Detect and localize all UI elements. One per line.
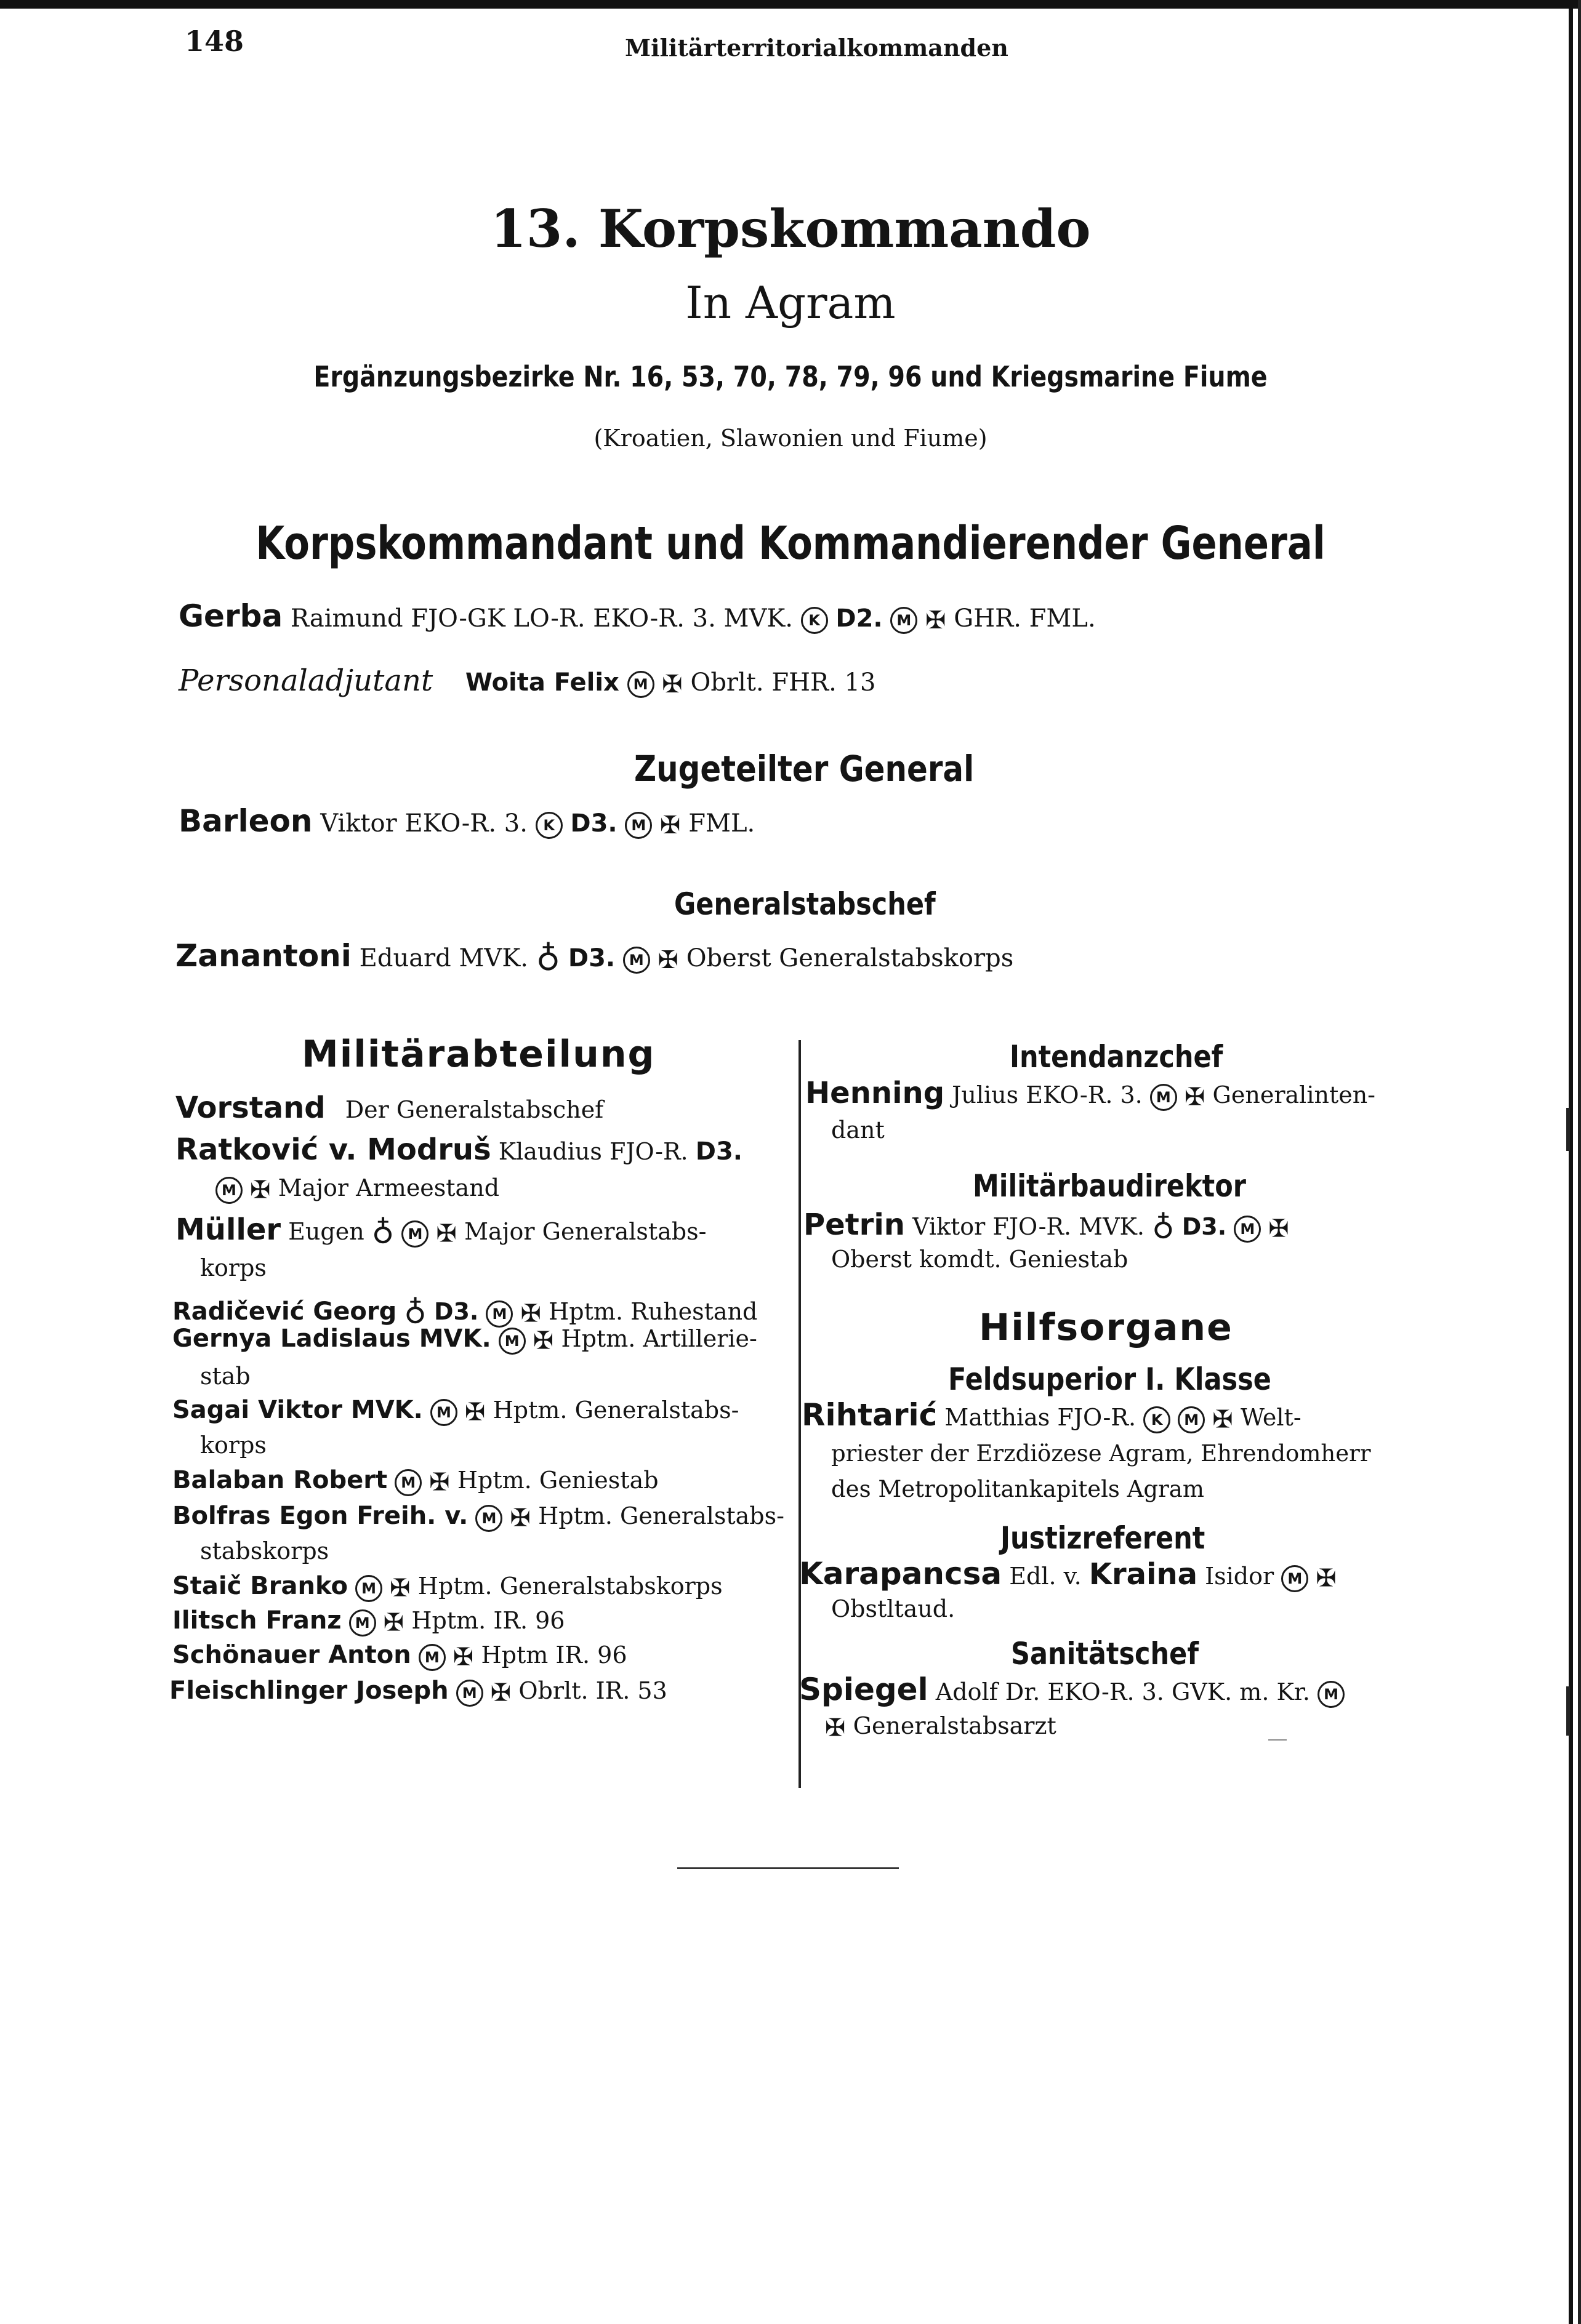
section-heading-intendanz: Intendanzchef <box>1010 1039 1223 1075</box>
m-badge-icon: M <box>475 1505 502 1532</box>
m-badge-icon: M <box>1234 1216 1261 1243</box>
entry-details: Adolf Dr. EKO-R. 3. GVK. m. Kr. <box>935 1678 1310 1705</box>
list-item <box>172 1291 757 1328</box>
cross-icon: ✠ <box>429 1468 450 1497</box>
cross-icon: ✠ <box>520 1299 542 1328</box>
list-item-continuation: Oberst komdt. Geniestab <box>831 1246 1128 1273</box>
section-heading-commander: Korpskommandant und Kommandierender General <box>255 517 1326 570</box>
cross-icon: ✠ <box>1316 1564 1337 1593</box>
person-name: Radičević Georg <box>172 1297 397 1326</box>
entry-rank: Major Armeestand <box>278 1174 500 1201</box>
list-item-continuation: stab <box>200 1363 251 1390</box>
entry-rank: Obrlt. FHR. 13 <box>690 668 876 697</box>
page-title: 13. Korpskommando <box>490 198 1091 259</box>
adjutant-entry <box>179 663 875 699</box>
entry-details: Eugen <box>288 1218 364 1245</box>
m-badge-icon: M <box>456 1680 483 1707</box>
k-badge-icon: K <box>1143 1406 1170 1433</box>
entry-details: Eduard MVK. <box>359 944 528 972</box>
entry-details: Viktor FJO-R. MVK. <box>912 1213 1145 1240</box>
list-item-continuation: Obstltaud. <box>831 1595 955 1622</box>
entry-rank: Hptm. Generalstabskorps <box>417 1573 723 1600</box>
list-item <box>172 1324 757 1355</box>
cross-icon: ✠ <box>436 1219 457 1248</box>
entry-rank: Hptm. Generalstabs- <box>538 1502 784 1529</box>
entry-rank: Hptm. Generalstabs- <box>493 1396 739 1424</box>
person-name: Ratković v. Modruš <box>175 1132 491 1167</box>
list-item <box>802 1397 1301 1434</box>
m-badge-icon: M <box>1318 1681 1345 1708</box>
list-item-continuation: stabskorps <box>200 1537 329 1565</box>
entry-rank: Generalinten- <box>1212 1081 1376 1108</box>
list-item <box>799 1556 1337 1593</box>
m-badge-icon: M <box>890 607 917 634</box>
medal-icon: ♁ <box>404 1291 427 1327</box>
person-name: Müller <box>175 1212 281 1247</box>
person-name: Woita Felix <box>465 668 619 697</box>
list-item <box>172 1641 627 1672</box>
entry-value: Der Generalstabschef <box>345 1096 604 1123</box>
decoration-d: D3. <box>695 1137 742 1166</box>
entry-rank: FML. <box>688 809 755 838</box>
medal-icon: ♁ <box>1152 1206 1175 1242</box>
list-item <box>805 1076 1375 1112</box>
decoration-d: D3. <box>433 1298 479 1325</box>
cross-icon: ✠ <box>1184 1083 1205 1112</box>
cross-icon: ✠ <box>533 1326 554 1355</box>
m-badge-icon: M <box>499 1328 526 1355</box>
right-border-outer <box>1578 0 1581 2324</box>
entry-rank: Hptm. Artillerie- <box>561 1325 757 1352</box>
cross-icon: ✠ <box>1268 1214 1289 1243</box>
decoration-d: D3. <box>568 944 616 972</box>
list-item-continuation: des Metropolitankapitels Agram <box>831 1476 1204 1502</box>
cross-icon: ✠ <box>660 811 681 839</box>
person-name: Henning <box>805 1076 945 1110</box>
location-heading: In Agram <box>685 277 896 329</box>
entry-details: Viktor EKO-R. 3. <box>320 809 528 838</box>
list-item <box>169 1677 667 1707</box>
person-name: Karapancsa <box>799 1556 1002 1592</box>
decoration-d: D3. <box>1181 1213 1227 1240</box>
m-badge-icon: M <box>419 1644 446 1671</box>
decoration-d: D3. <box>570 809 618 838</box>
list-item <box>172 1466 659 1497</box>
m-badge-icon: M <box>623 947 650 974</box>
person-name: Zanantoni <box>175 938 352 974</box>
decorative-dash <box>1268 1739 1287 1741</box>
entry-rank: Hptm. Ruhestand <box>549 1298 758 1325</box>
section-heading-assigned-general: Zugeteilter General <box>634 748 975 790</box>
bottom-rule <box>677 1867 899 1869</box>
cross-icon: ✠ <box>390 1574 411 1603</box>
region-line: (Kroatien, Slawonien und Fiume) <box>593 425 988 452</box>
m-badge-icon: M <box>349 1609 376 1637</box>
list-item <box>175 1211 706 1248</box>
entry-label: Vorstand <box>175 1091 326 1125</box>
entry-rank: Hptm. Geniestab <box>457 1467 659 1494</box>
cross-icon: ✠ <box>465 1398 486 1427</box>
list-item <box>175 1091 603 1125</box>
m-badge-icon: M <box>625 812 652 839</box>
section-heading-justiz: Justizreferent <box>1000 1520 1205 1556</box>
cross-icon: ✠ <box>825 1713 846 1742</box>
right-border <box>1569 0 1573 2324</box>
person-name: Sagai Viktor MVK. <box>172 1396 423 1424</box>
entry-rank: Welt- <box>1240 1404 1301 1431</box>
cross-icon: ✠ <box>490 1678 512 1707</box>
margin-mark <box>1566 1108 1570 1151</box>
cross-icon: ✠ <box>658 946 679 974</box>
person-name: Ilitsch Franz <box>172 1606 342 1635</box>
person-name: Bolfras Egon Freih. v. <box>172 1502 469 1530</box>
person-surname: Kraina <box>1088 1557 1198 1592</box>
entry-rank: Hptm IR. 96 <box>481 1641 627 1669</box>
medal-icon: ♁ <box>536 936 561 974</box>
m-badge-icon: M <box>1281 1565 1308 1592</box>
m-badge-icon: M <box>1178 1406 1205 1433</box>
cross-icon: ✠ <box>925 606 946 635</box>
person-name: Barleon <box>179 803 313 839</box>
running-title: Militärterritorialkommanden <box>625 34 1008 62</box>
person-name: Rihtarić <box>802 1397 938 1433</box>
section-heading-feldsuperior: Feldsuperior I. Klasse <box>948 1361 1271 1397</box>
entry-rank: Hptm. IR. 96 <box>411 1607 565 1634</box>
cross-icon: ✠ <box>662 670 683 699</box>
list-item <box>172 1396 739 1427</box>
page-number: 148 <box>185 25 244 58</box>
assigned-general-entry <box>179 803 755 839</box>
list-item <box>803 1206 1289 1243</box>
k-badge-icon: K <box>536 812 563 839</box>
list-item <box>172 1572 723 1603</box>
cross-icon: ✠ <box>453 1643 474 1672</box>
list-item-continuation: korps <box>200 1432 267 1459</box>
margin-mark <box>1566 1686 1570 1736</box>
medal-icon: ♁ <box>371 1211 395 1247</box>
entry-details: Julius EKO-R. 3. <box>952 1081 1143 1108</box>
person-name: Staič Branko <box>172 1572 348 1600</box>
top-border <box>0 0 1581 9</box>
m-badge-icon: M <box>401 1220 428 1248</box>
adjutant-label: Personaladjutant <box>179 663 433 698</box>
person-name: Balaban Robert <box>172 1466 388 1494</box>
m-badge-icon: M <box>1150 1084 1177 1111</box>
commander-entry <box>179 598 1096 635</box>
cross-icon: ✠ <box>1212 1405 1233 1434</box>
m-badge-icon: M <box>627 671 654 698</box>
m-badge-icon: M <box>430 1399 457 1426</box>
districts-line: Ergänzungsbezirke Nr. 16, 53, 70, 78, 79, 96 und Kriegsmarine Fiume <box>313 360 1268 393</box>
cross-icon: ✠ <box>250 1176 271 1204</box>
entry-given-name: Isidor <box>1205 1563 1274 1590</box>
list-item-continuation: dant <box>831 1116 885 1144</box>
person-name: Gerba <box>179 598 283 634</box>
entry-details: Edl. v. <box>1009 1563 1082 1590</box>
entry-details: Matthias FJO-R. <box>944 1404 1136 1431</box>
m-badge-icon: M <box>395 1469 422 1496</box>
section-heading-chief-of-staff: Generalstabschef <box>674 886 936 922</box>
list-item <box>175 1132 742 1167</box>
person-name: Fleischlinger Joseph <box>169 1677 449 1705</box>
section-heading-baudirektor: Militärbaudirektor <box>973 1168 1246 1204</box>
entry-rank: GHR. FML. <box>954 604 1096 633</box>
list-item <box>799 1672 1345 1708</box>
section-heading-sanitaet: Sanitätschef <box>1011 1636 1199 1672</box>
list-item <box>172 1502 784 1533</box>
cross-icon: ✠ <box>383 1608 404 1637</box>
list-item-continuation: korps <box>200 1254 267 1281</box>
entry-rank: Major Generalstabs- <box>464 1218 707 1245</box>
decoration-d: D2. <box>835 604 883 633</box>
cross-icon: ✠ <box>510 1504 531 1533</box>
m-badge-icon: M <box>486 1300 513 1328</box>
entry-rank: Generalstabsarzt <box>853 1712 1056 1739</box>
entry-details: Klaudius FJO-R. <box>498 1138 688 1165</box>
section-heading-hilfsorgane: Hilfsorgane <box>979 1306 1233 1349</box>
entry-rank: Oberst Generalstabskorps <box>686 944 1014 972</box>
list-item-continuation <box>215 1174 499 1204</box>
list-item <box>172 1606 565 1637</box>
entry-rank: Obrlt. IR. 53 <box>518 1677 667 1704</box>
person-name: Petrin <box>803 1208 905 1242</box>
section-heading-military-department: Militärabteilung <box>302 1033 656 1076</box>
person-name: Spiegel <box>799 1672 928 1707</box>
entry-details: Raimund FJO-GK LO-R. EKO-R. 3. MVK. <box>290 604 793 633</box>
person-name: Schönauer Anton <box>172 1641 411 1669</box>
m-badge-icon: M <box>215 1177 243 1204</box>
list-item-continuation: priester der Erzdiözese Agram, Ehrendomherr <box>831 1440 1371 1467</box>
k-badge-icon: K <box>801 607 828 634</box>
m-badge-icon: M <box>355 1575 382 1602</box>
list-item-continuation <box>825 1712 1056 1742</box>
chief-of-staff-entry <box>175 936 1013 974</box>
person-name: Gernya Ladislaus MVK. <box>172 1324 491 1353</box>
